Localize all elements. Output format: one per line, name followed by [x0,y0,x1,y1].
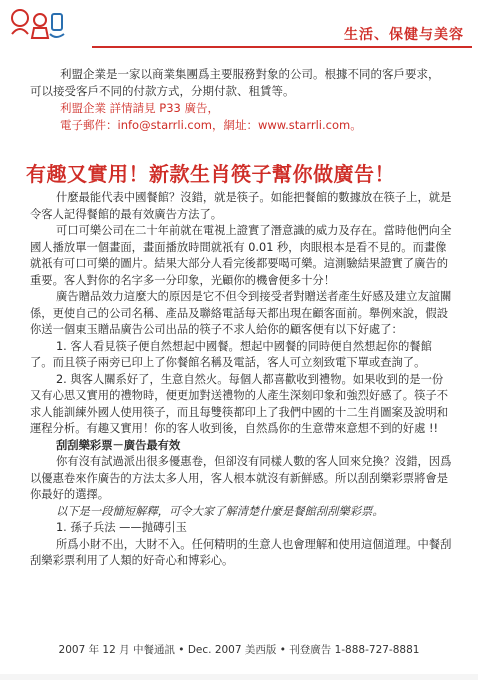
paragraph: 什麼最能代表中國餐館？沒錯，就是筷子。如能把餐館的數據放在筷子上，就是令客人記得餐館的最有效廣告方法了。 [30,191,452,221]
article-headline: 有趣又實用！新款生肖筷子幫你做廣告！ [26,162,395,186]
paragraph: 2. 與客人關系好了，生意自然火。每個人都喜歡收到禮物。如果收到的是一份又有心思又實用的禮物時，便更加對送禮物的人產生深刻印象和強烈好感了。筷子不求人能訓練外國人使用筷子，而且每雙筷都印上了我們中國的十二生肖圖案及說明和運程分析。有趣又實用！你的客人收到後，自然爲你的生意帶來意想不到的好處 !! [30,372,448,435]
subheading: 刮刮樂彩票－廣告最有效 [56,438,181,452]
woman-cooking-logo-icon [6,4,68,42]
paragraph: 廣告贈品效力這麼大的原因是它不但令到接受者對贈送者產生好感及建立友誼關係，更使自己的公司名稱、產品及聯絡電話每天都出現在顧客面前。舉例來說，假設你送一個東玉贈品廣告公司出品的筷子不求人給你的顧客便有以下好處了： [30,290,452,336]
paragraph: 可口可樂公司在二十年前就在電視上證實了潛意識的威力及存在。當時他們向全國人播放單一個畫面，畫面播放時間就祇有 0.01 秒，肉眼根本是看不見的。而畫像就祇有可口可樂的圖片。結果大部分人看完後都要喝可樂。這測驗結果證實了廣告的重要。客人對你的名字多一分印象，光顧你的機會便多十分！ [30,224,452,287]
italic-intro: 以下是一段簡短解釋，可令大家了解清楚什麼是餐館刮刮樂彩票。 [56,504,384,518]
page-footer: 2007 年 12 月 中餐通訊 • Dec. 2007 美西版 • 刊登廣告 1-888-727-8881 [58,644,420,656]
article-body [30,190,454,570]
starrli-ad-block [30,66,450,134]
ad-contact: 電子郵件：info@starrli.com，網址：www.starrli.com。 [60,118,362,132]
point-title: 1. 孫子兵法 ——抛磚引玉 [56,521,187,534]
ad-text: 利盟企業是一家以商業集團爲主要服務對象的公司。根據不同的客戶要求，可以接受客戶不同的付款方式，分期付款、租賃等。 [30,67,440,98]
paragraph: 所爲小財不出，大財不入。任何精明的生意人也會理解和使用這個道理。中餐刮刮樂彩票利用了人類的好奇心和博彩心。 [30,537,452,567]
header-divider [92,46,472,48]
page-header [0,0,478,46]
paragraph: 你有沒有試過派出很多優惠卷，但卻沒有同樣人數的客人回來兌換？沒錯，因爲以優惠卷來作廣告的方法太多人用，客人根本就沒有新鮮感。所以刮刮樂彩票將會是你最好的選擇。 [30,455,452,501]
paragraph: 1. 客人看見筷子便自然想起中國餐。想起中國餐的同時便自然想起你的餐館了。而且筷子兩旁已印上了你餐館名稱及電話，客人可立刻致電下單或查詢了。 [30,339,432,369]
section-title: 生活、保健与美容 [344,27,464,43]
ad-reference: 利盟企業 詳情請見 P33 廣告， [60,101,220,115]
footer-strip [0,674,478,680]
